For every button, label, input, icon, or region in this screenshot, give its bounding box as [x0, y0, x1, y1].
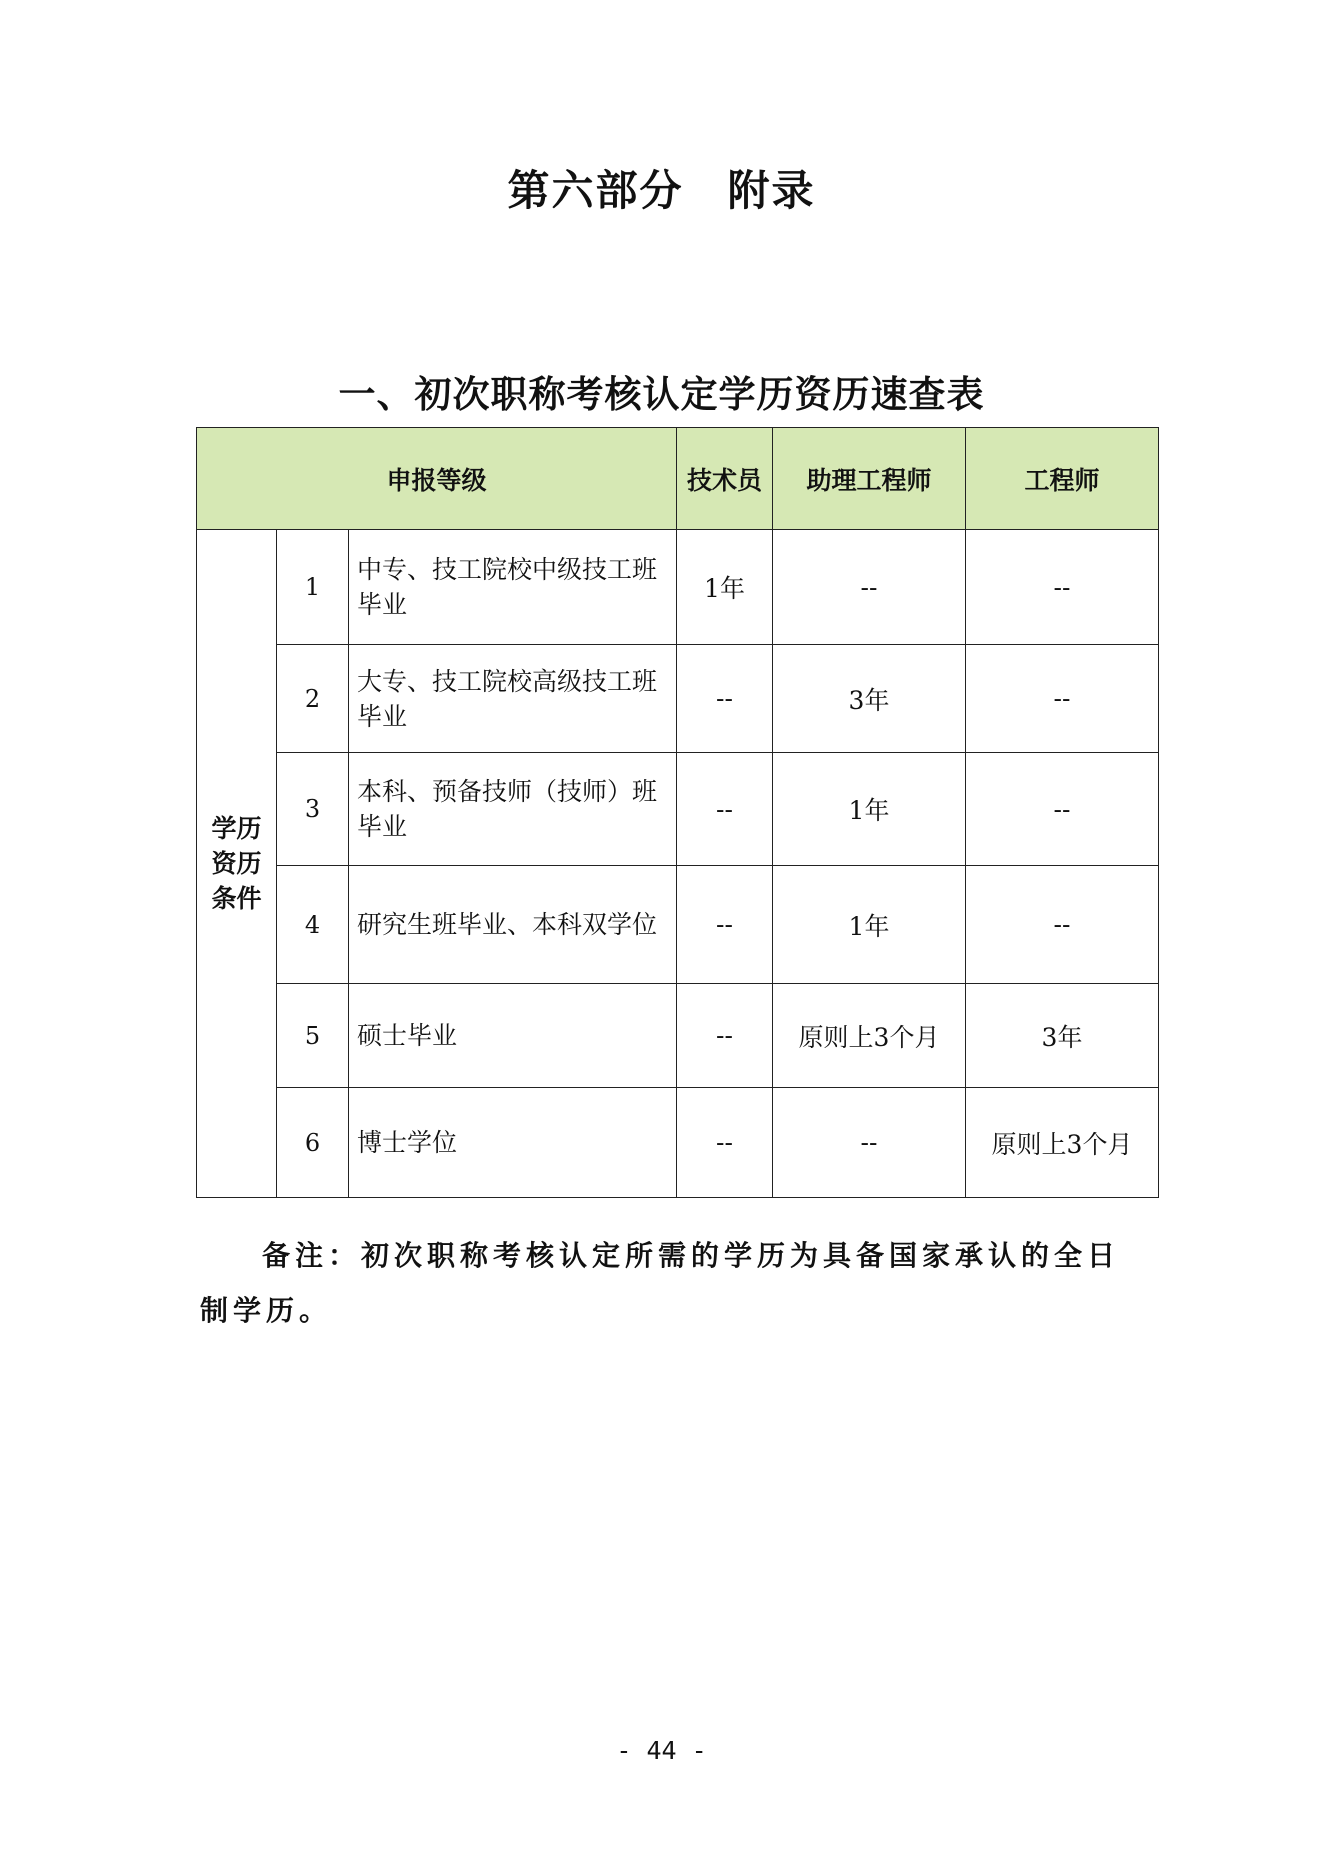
engineer-cell: --: [966, 753, 1159, 866]
header-engineer: 工程师: [966, 428, 1159, 530]
assistant-engineer-cell: 1年: [773, 753, 966, 866]
row-number: 3: [277, 753, 349, 866]
engineer-cell: 3年: [966, 984, 1159, 1088]
row-number: 1: [277, 530, 349, 645]
table-row: [197, 530, 1159, 645]
assistant-engineer-cell: --: [773, 530, 966, 645]
table-row: [197, 984, 1159, 1088]
education-cell: 博士学位: [349, 1088, 677, 1198]
education-cell: 本科、预备技师（技师）班毕业: [349, 753, 677, 866]
header-assistant-engineer: 助理工程师: [773, 428, 966, 530]
assistant-engineer-cell: 3年: [773, 645, 966, 753]
table-row: [197, 753, 1159, 866]
engineer-cell: --: [966, 866, 1159, 984]
table-note: 备注：初次职称考核认定所需的学历为具备国家承认的全日制学历。: [200, 1239, 1121, 1327]
table-header-row: [197, 428, 1159, 530]
technician-cell: --: [677, 753, 773, 866]
education-cell: 大专、技工院校高级技工班毕业: [349, 645, 677, 753]
row-number: 4: [277, 866, 349, 984]
row-number: 6: [277, 1088, 349, 1198]
education-cell: 硕士毕业: [349, 984, 677, 1088]
row-number: 2: [277, 645, 349, 753]
technician-cell: 1年: [677, 530, 773, 645]
table-row: [197, 866, 1159, 984]
technician-cell: --: [677, 645, 773, 753]
group-label: 学历资历条件: [211, 814, 262, 913]
education-cell: 研究生班毕业、本科双学位: [349, 866, 677, 984]
engineer-cell: --: [966, 530, 1159, 645]
technician-cell: --: [677, 1088, 773, 1198]
assistant-engineer-cell: 原则上3个月: [773, 984, 966, 1088]
page-number: - 44 -: [616, 1736, 707, 1765]
part-title: 第六部分 附录: [507, 166, 816, 215]
group-label-cell: [197, 530, 277, 1198]
row-number: 5: [277, 984, 349, 1088]
education-cell: 中专、技工院校中级技工班毕业: [349, 530, 677, 645]
header-technician: 技术员: [677, 428, 773, 530]
section-title: 一、初次职称考核认定学历资历速查表: [338, 373, 985, 416]
technician-cell: --: [677, 984, 773, 1088]
technician-cell: --: [677, 866, 773, 984]
engineer-cell: 原则上3个月: [966, 1088, 1159, 1198]
header-level: 申报等级: [197, 428, 677, 530]
qualification-quick-table: [196, 427, 1159, 1198]
assistant-engineer-cell: --: [773, 1088, 966, 1198]
table-row: [197, 1088, 1159, 1198]
engineer-cell: --: [966, 645, 1159, 753]
table-row: [197, 645, 1159, 753]
assistant-engineer-cell: 1年: [773, 866, 966, 984]
